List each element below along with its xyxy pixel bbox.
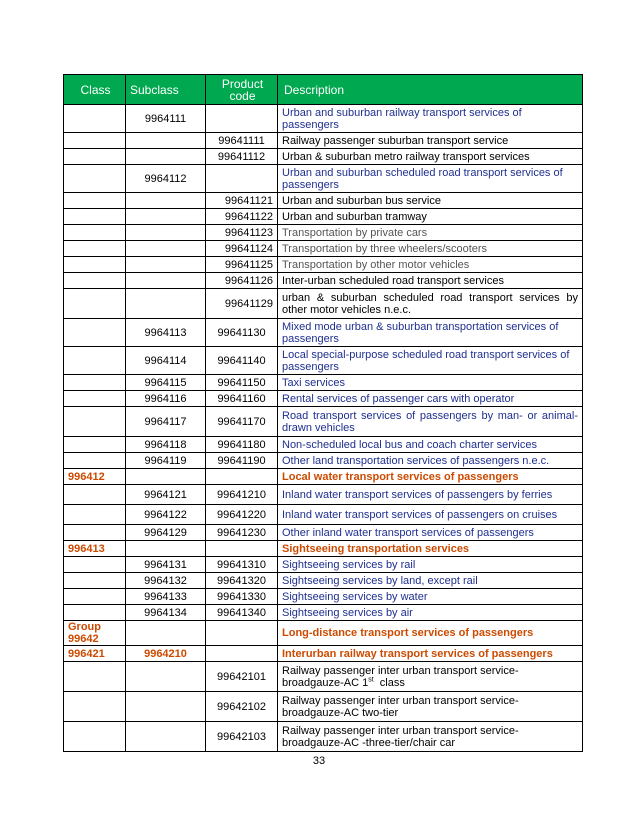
cell-product-code: 99641130 (206, 319, 278, 347)
table-row (64, 165, 583, 193)
table-row (64, 525, 583, 541)
cell-subclass: 9964112 (126, 165, 206, 193)
table-row (64, 662, 583, 692)
cell-subclass (126, 193, 206, 209)
cell-class (64, 375, 126, 391)
cell-subclass: 9964115 (126, 375, 206, 391)
cell-description: Road transport services of passengers by man- or animal-drawn vehicles (278, 407, 583, 437)
cell-subclass: 9964133 (126, 589, 206, 605)
cell-class (64, 193, 126, 209)
cell-description: Inter-urban scheduled road transport services (278, 273, 583, 289)
cell-class: Group 99642 (64, 621, 126, 646)
cell-class (64, 133, 126, 149)
cell-subclass: 9964121 (126, 485, 206, 505)
cell-product-code: 99641129 (206, 289, 278, 319)
cell-description: Sightseeing services by air (278, 605, 583, 621)
cell-class (64, 241, 126, 257)
page-number: 33 (312, 755, 326, 767)
header-class: Class (64, 75, 126, 105)
cell-product-code: 99641340 (206, 605, 278, 621)
cell-description: Local special-purpose scheduled road transport services of passengers (278, 347, 583, 375)
cell-subclass (126, 209, 206, 225)
cell-product-code: 99642103 (206, 722, 278, 752)
cell-subclass (126, 241, 206, 257)
cell-description (278, 662, 583, 692)
cell-product-code: 99641111 (206, 133, 278, 149)
cell-description: Inland water transport services of passengers on cruises (278, 505, 583, 525)
cell-subclass: 9964134 (126, 605, 206, 621)
cell-product-code (206, 621, 278, 646)
cell-subclass (126, 257, 206, 273)
header-product-code-line1: Product (221, 76, 264, 91)
cell-class (64, 557, 126, 573)
cell-subclass: 9964114 (126, 347, 206, 375)
table-row (64, 505, 583, 525)
cell-description: Inland water transport services of passengers by ferries (278, 485, 583, 505)
cell-class (64, 485, 126, 505)
cell-description: Other land transportation services of passengers n.e.c. (278, 453, 583, 469)
cell-description: Urban and suburban tramway (278, 209, 583, 225)
cell-product-code: 99641210 (206, 485, 278, 505)
cell-description: Non-scheduled local bus and coach charter services (278, 437, 583, 453)
cell-subclass: 9964113 (126, 319, 206, 347)
cell-class (64, 149, 126, 165)
cell-class (64, 165, 126, 193)
table-row (64, 469, 583, 485)
cell-subclass (126, 289, 206, 319)
cell-product-code: 99641122 (206, 209, 278, 225)
cell-description: Transportation by private cars (278, 225, 583, 241)
cell-product-code: 99641140 (206, 347, 278, 375)
cell-class (64, 289, 126, 319)
table-row (64, 105, 583, 133)
cell-product-code: 99642102 (206, 692, 278, 722)
cell-class: 996412 (64, 469, 126, 485)
cell-product-code: 99641310 (206, 557, 278, 573)
cell-description: Railway passenger suburban transport service (278, 133, 583, 149)
table-row (64, 225, 583, 241)
cell-class (64, 257, 126, 273)
table-header-row (64, 75, 583, 105)
cell-subclass (126, 692, 206, 722)
cell-description: Long-distance transport services of passengers (278, 621, 583, 646)
cell-description: Urban and suburban bus service (278, 193, 583, 209)
service-code-table (63, 74, 583, 752)
cell-subclass (126, 541, 206, 557)
cell-subclass: 9964210 (126, 646, 206, 662)
cell-subclass (126, 273, 206, 289)
cell-subclass: 9964122 (126, 505, 206, 525)
cell-product-code: 99641170 (206, 407, 278, 437)
table-row (64, 133, 583, 149)
table-row (64, 209, 583, 225)
cell-subclass (126, 133, 206, 149)
cell-class (64, 589, 126, 605)
cell-description: Other inland water transport services of passengers (278, 525, 583, 541)
cell-subclass (126, 225, 206, 241)
cell-product-code: 99641123 (206, 225, 278, 241)
cell-description: Railway passenger inter urban transport service-broadgauze-AC -three-tier/chair car (278, 722, 583, 752)
cell-product-code (206, 646, 278, 662)
table-row (64, 241, 583, 257)
cell-description: Interurban railway transport services of passengers (278, 646, 583, 662)
cell-description: Rental services of passenger cars with operator (278, 391, 583, 407)
cell-description: urban & suburban scheduled road transport services by other motor vehicles n.e.c. (278, 289, 583, 319)
cell-description: Urban and suburban scheduled road transport services of passengers (278, 165, 583, 193)
cell-class (64, 391, 126, 407)
cell-subclass: 9964129 (126, 525, 206, 541)
table-row (64, 485, 583, 505)
cell-product-code: 99641112 (206, 149, 278, 165)
cell-description: Railway passenger inter urban transport service-broadgauze-AC two-tier (278, 692, 583, 722)
cell-subclass: 9964111 (126, 105, 206, 133)
table-row (64, 289, 583, 319)
table-row (64, 589, 583, 605)
cell-class (64, 105, 126, 133)
cell-subclass: 9964117 (126, 407, 206, 437)
cell-product-code (206, 469, 278, 485)
table-row (64, 541, 583, 557)
cell-class (64, 692, 126, 722)
cell-product-code: 99642101 (206, 662, 278, 692)
table-row (64, 273, 583, 289)
cell-class (64, 722, 126, 752)
table-row (64, 391, 583, 407)
table-body (64, 105, 583, 752)
cell-subclass (126, 621, 206, 646)
table-row (64, 437, 583, 453)
cell-class (64, 347, 126, 375)
cell-product-code: 99641320 (206, 573, 278, 589)
cell-class (64, 273, 126, 289)
cell-description: Local water transport services of passengers (278, 469, 583, 485)
table-row (64, 347, 583, 375)
cell-class: 996413 (64, 541, 126, 557)
cell-description: Mixed mode urban & suburban transportation services of passengers (278, 319, 583, 347)
cell-class (64, 319, 126, 347)
table-row (64, 407, 583, 437)
cell-description: Sightseeing services by rail (278, 557, 583, 573)
cell-product-code: 99641126 (206, 273, 278, 289)
cell-subclass (126, 149, 206, 165)
table-row (64, 646, 583, 662)
cell-class (64, 605, 126, 621)
cell-product-code: 99641160 (206, 391, 278, 407)
cell-subclass: 9964132 (126, 573, 206, 589)
cell-product-code (206, 105, 278, 133)
cell-product-code: 99641180 (206, 437, 278, 453)
cell-description: Taxi services (278, 375, 583, 391)
cell-description: Urban & suburban metro railway transport services (278, 149, 583, 165)
cell-class (64, 437, 126, 453)
description-superscript: st (368, 675, 374, 683)
cell-class (64, 225, 126, 241)
cell-subclass (126, 662, 206, 692)
cell-description: Sightseeing services by water (278, 589, 583, 605)
cell-class (64, 209, 126, 225)
table-row (64, 375, 583, 391)
table-row (64, 149, 583, 165)
cell-class (64, 453, 126, 469)
cell-description: Transportation by other motor vehicles (278, 257, 583, 273)
table-row (64, 692, 583, 722)
cell-subclass (126, 469, 206, 485)
cell-class (64, 662, 126, 692)
table-row (64, 722, 583, 752)
cell-subclass: 9964116 (126, 391, 206, 407)
table-row (64, 193, 583, 209)
header-product-code-line2: code (229, 88, 256, 103)
cell-product-code: 99641330 (206, 589, 278, 605)
cell-class (64, 407, 126, 437)
cell-subclass: 9964118 (126, 437, 206, 453)
cell-class (64, 505, 126, 525)
header-subclass: Subclass (126, 75, 206, 105)
cell-product-code (206, 541, 278, 557)
description-tail: class (373, 676, 405, 689)
cell-class (64, 573, 126, 589)
cell-product-code: 99641220 (206, 505, 278, 525)
table-row (64, 573, 583, 589)
cell-subclass: 9964131 (126, 557, 206, 573)
cell-subclass (126, 722, 206, 752)
cell-product-code: 99641190 (206, 453, 278, 469)
cell-description: Urban and suburban railway transport services of passengers (278, 105, 583, 133)
table-row (64, 605, 583, 621)
cell-description: Sightseeing transportation services (278, 541, 583, 557)
table-row (64, 257, 583, 273)
table-row (64, 557, 583, 573)
header-product-code (206, 75, 278, 105)
cell-subclass: 9964119 (126, 453, 206, 469)
cell-product-code: 99641230 (206, 525, 278, 541)
header-description: Description (278, 75, 583, 105)
table-row (64, 319, 583, 347)
cell-class (64, 525, 126, 541)
cell-description: Sightseeing services by land, except rail (278, 573, 583, 589)
cell-product-code: 99641150 (206, 375, 278, 391)
table-row (64, 453, 583, 469)
cell-class: 996421 (64, 646, 126, 662)
cell-product-code: 99641121 (206, 193, 278, 209)
cell-description: Transportation by three wheelers/scooters (278, 241, 583, 257)
cell-product-code: 99641125 (206, 257, 278, 273)
table-row (64, 621, 583, 646)
cell-product-code (206, 165, 278, 193)
description-text: Railway passenger inter urban transport service-broadgauze-AC 1 (282, 664, 519, 689)
cell-product-code: 99641124 (206, 241, 278, 257)
